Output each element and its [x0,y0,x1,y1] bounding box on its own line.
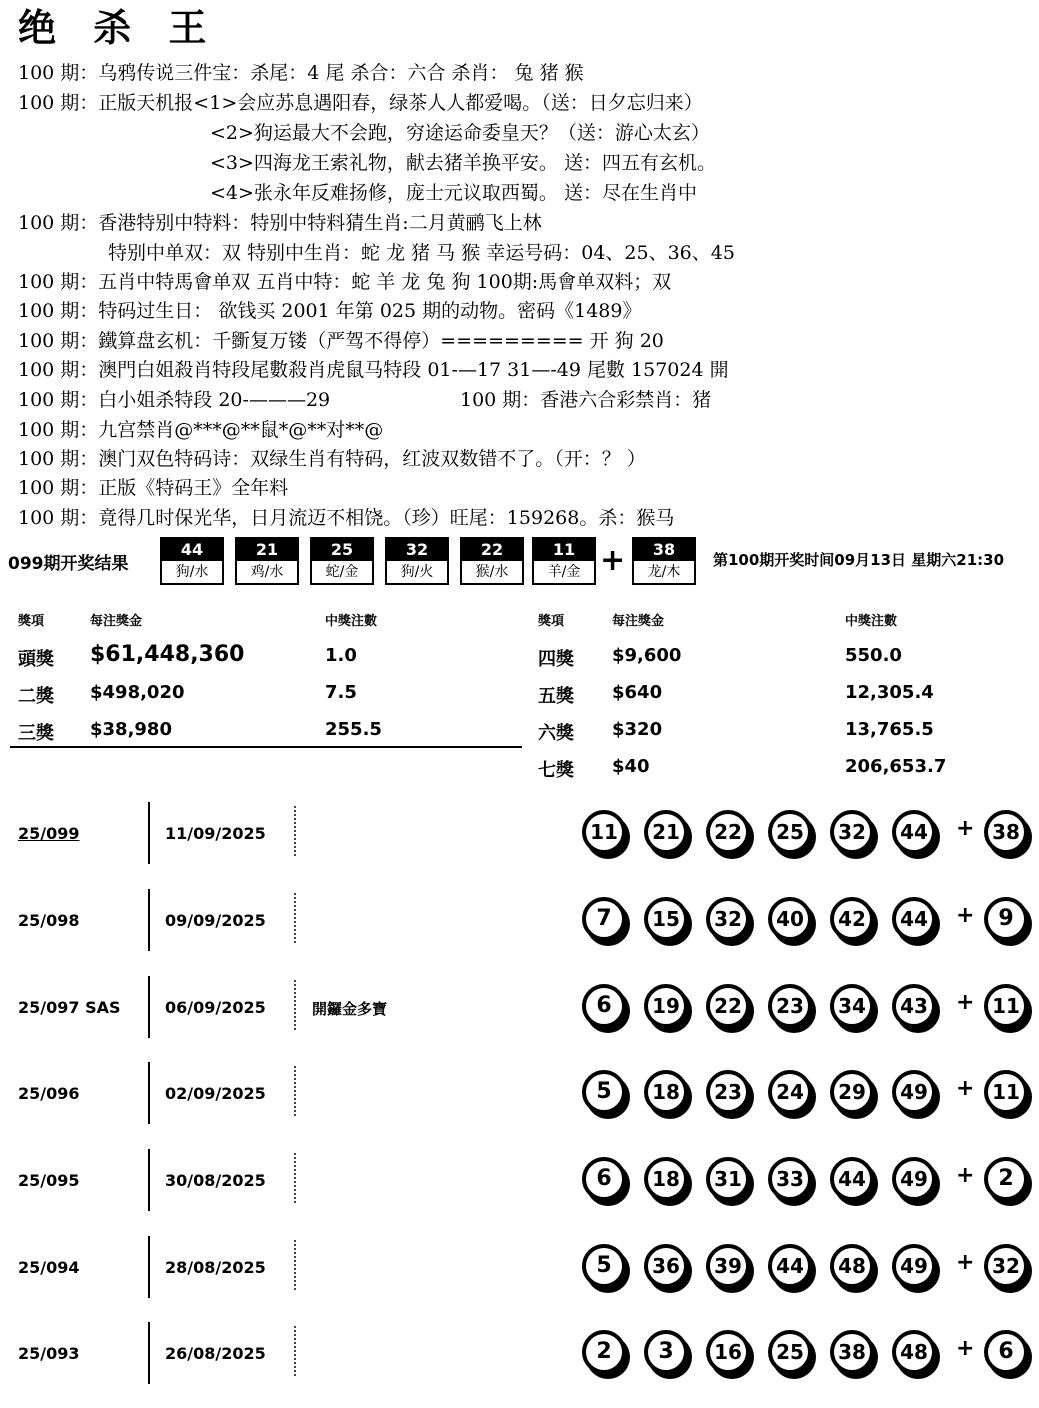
lottery-ball: 3 [644,1330,688,1374]
text-line: 特别中单双：双 特别中生肖：蛇 龙 猪 马 猴 幸运号码：04、25、36、45 [108,242,735,264]
history-issue[interactable]: 25/098 [18,911,80,930]
last-result-label: 099期开奖结果 [8,554,129,574]
lottery-ball: 22 [706,810,750,854]
history-issue[interactable]: 25/094 [18,1258,80,1277]
special-ball [632,537,696,585]
result-number: 32 [387,539,447,561]
history-date: 06/09/2025 [165,998,266,1017]
history-row [0,1322,1039,1408]
plus-sign: + [956,1250,975,1275]
page-title: 绝 杀 王 [18,5,219,50]
special-lottery-ball: 2 [984,1157,1028,1201]
special-lottery-ball: 11 [984,984,1028,1028]
lottery-ball: 7 [582,897,626,941]
prize-count: 206,653.7 [845,756,947,777]
history-balls [582,810,1037,864]
lottery-ball: 32 [706,897,750,941]
special-lottery-ball: 32 [984,1244,1028,1288]
result-number: 21 [237,539,297,561]
prize-amount: $61,448,360 [90,642,245,667]
next-draw-time: 第100期开奖时间09月13日 星期六21:30 [713,551,1005,569]
lottery-ball: 11 [582,810,626,854]
text-line: 100 期：乌鸦传说三件宝：杀尾：4 尾 杀合：六合 杀肖： 兔 猪 猴 [18,62,584,84]
prize-header-count: 中獎注數 [325,614,378,629]
lottery-ball: 16 [706,1330,750,1374]
lottery-ball: 48 [830,1244,874,1288]
special-lottery-ball: 11 [984,1070,1028,1114]
dotted-divider [294,1153,296,1203]
prize-name: 四獎 [538,649,574,670]
history-issue[interactable]: 25/095 [18,1171,80,1190]
history-date: 11/09/2025 [165,824,266,843]
lottery-ball: 25 [768,810,812,854]
prize-amount: $498,020 [90,682,185,703]
special-lottery-ball: 9 [984,897,1028,941]
result-number: 22 [462,539,522,561]
result-zodiac: 龙/木 [647,564,681,580]
result-zodiac: 狗/水 [175,564,209,580]
row-separator [148,1062,150,1124]
history-date: 09/09/2025 [165,911,266,930]
history-issue[interactable]: 25/099 [18,824,80,843]
dotted-divider [294,1240,296,1290]
result-ball [532,537,596,585]
history-row [0,976,1039,1062]
lottery-ball: 44 [892,897,936,941]
lottery-ball: 44 [768,1244,812,1288]
prize-header-count: 中獎注數 [845,614,898,629]
row-separator [148,976,150,1038]
prize-count: 12,305.4 [845,682,934,703]
history-row [0,802,1039,888]
prize-header-amount: 每注獎金 [90,614,143,629]
prize-amount: $640 [612,682,663,703]
lottery-ball: 23 [706,1070,750,1114]
prize-header-amount: 每注獎金 [612,614,665,629]
history-row [0,1236,1039,1322]
text-line: 100 期：特码过生日： 欲钱买 2001 年第 025 期的动物。密码《1489》 [18,300,642,322]
history-date: 28/08/2025 [165,1258,266,1277]
lottery-ball: 36 [644,1244,688,1288]
lottery-ball: 42 [830,897,874,941]
text-line: 100 期：正版天机报<1>会应苏息遇阳春，绿茶人人都爱喝。（送：日夕忘归来） [18,92,703,114]
history-balls [582,1070,1037,1124]
lottery-ball: 48 [892,1330,936,1374]
prize-name: 頭獎 [18,649,54,670]
dotted-divider [294,1326,296,1376]
result-number: 11 [534,539,594,561]
lottery-ball: 38 [830,1330,874,1374]
plus-sign: + [956,990,975,1015]
text-line: 100 期：澳門白姐殺肖特段尾數殺肖虎鼠马特段 01-—17 31—-49 尾數 157024 開 [18,359,729,381]
prize-count: 7.5 [325,682,357,703]
lottery-ball: 32 [830,810,874,854]
prize-amount: $9,600 [612,645,682,666]
lottery-ball: 44 [892,810,936,854]
prize-name: 二獎 [18,686,54,707]
lottery-ball: 43 [892,984,936,1028]
lottery-ball: 24 [768,1070,812,1114]
lottery-ball: 18 [644,1070,688,1114]
prize-amount: $320 [612,719,663,740]
lottery-ball: 40 [768,897,812,941]
lottery-ball: 29 [830,1070,874,1114]
result-zodiac: 猴/水 [475,564,509,580]
result-ball [385,537,449,585]
text-line: 100 期：九宫禁肖@***@**鼠*@**对**@ [18,419,384,441]
lottery-ball: 19 [644,984,688,1028]
lottery-ball: 18 [644,1157,688,1201]
lottery-ball: 6 [582,984,626,1028]
result-zodiac: 鸡/水 [250,564,284,580]
history-balls [582,1330,1037,1384]
result-ball [235,537,299,585]
lottery-ball: 34 [830,984,874,1028]
prize-amount: $40 [612,756,650,777]
prize-name: 六獎 [538,723,574,744]
history-issue[interactable]: 25/097 SAS [18,998,121,1017]
row-separator [148,1322,150,1384]
result-ball [460,537,524,585]
lottery-ball: 23 [768,984,812,1028]
text-line: 100 期：白小姐杀特段 20-———29 [18,389,331,411]
text-line: <2>狗运最大不会跑，穷途运命委皇天？（送：游心太玄） [210,122,710,144]
result-number: 44 [162,539,222,561]
history-date: 26/08/2025 [165,1344,266,1363]
last-result-bar [8,537,1038,587]
dotted-divider [294,893,296,943]
result-zodiac: 蛇/金 [325,564,359,580]
lottery-ball: 22 [706,984,750,1028]
prize-name: 五獎 [538,686,574,707]
row-separator [148,802,150,864]
prize-name: 七獎 [538,760,574,781]
prize-name: 三獎 [18,723,54,744]
result-ball [160,537,224,585]
lottery-ball: 5 [582,1244,626,1288]
text-line: 100 期：香港特别中特料：特别中特料猜生肖:二月黄鹂飞上林 [18,212,542,234]
lottery-ball: 33 [768,1157,812,1201]
lottery-ball: 5 [582,1070,626,1114]
text-line: 100 期：五肖中特馬會单双 五肖中特：蛇 羊 龙 兔 狗 100期:馬會单双料；双 [18,271,672,293]
history-row [0,889,1039,975]
result-number: 38 [634,539,694,561]
text-line: <3>四海龙王索礼物，献去猪羊换平安。 送：四五有玄机。 [210,152,716,174]
history-note: 開鑼金多寶 [312,1000,388,1018]
special-lottery-ball: 6 [984,1330,1028,1374]
lottery-ball: 49 [892,1244,936,1288]
history-issue[interactable]: 25/096 [18,1084,80,1103]
lottery-ball: 49 [892,1157,936,1201]
prize-count: 255.5 [325,719,382,740]
history-row [0,1149,1039,1235]
plus-sign: + [956,1163,975,1188]
text-line: <4>张永年反难扬修，庞士元议取西蜀。 送：尽在生肖中 [210,182,697,204]
row-separator [148,1236,150,1298]
plus-sign: + [600,543,626,578]
lottery-ball: 31 [706,1157,750,1201]
lottery-ball: 44 [830,1157,874,1201]
text-line: 100 期：澳门双色特码诗：双绿生肖有特码，红波双数错不了。（开：？ ） [18,448,646,470]
text-line: 100 期：鐵算盘玄机：千斵复万镂（严驾不得停）========= 开 狗 20 [18,330,664,352]
history-balls [582,1157,1037,1211]
special-lottery-ball: 38 [984,810,1028,854]
result-zodiac: 羊/金 [547,564,581,580]
plus-sign: + [956,1076,975,1101]
prize-count: 1.0 [325,645,357,666]
text-line: 100 期：竟得几时保光华，日月流迈不相饶。（珍）旺尾：159268。杀：猴马 [18,507,675,529]
history-date: 02/09/2025 [165,1084,266,1103]
dotted-divider [294,980,296,1030]
dotted-divider [294,1066,296,1116]
lottery-ball: 25 [768,1330,812,1374]
lottery-ball: 21 [644,810,688,854]
plus-sign: + [956,1336,975,1361]
plus-sign: + [956,903,975,928]
history-date: 30/08/2025 [165,1171,266,1190]
plus-sign: + [956,816,975,841]
prize-amount: $38,980 [90,719,172,740]
prize-divider [10,746,522,748]
lottery-ball: 2 [582,1330,626,1374]
result-ball [310,537,374,585]
history-balls [582,1244,1037,1298]
text-line: 100 期：香港六合彩禁肖：猪 [460,389,712,411]
lottery-ball: 15 [644,897,688,941]
prize-count: 13,765.5 [845,719,934,740]
row-separator [148,1149,150,1211]
lottery-ball: 39 [706,1244,750,1288]
prize-header-item: 獎項 [18,614,45,629]
history-balls [582,984,1037,1038]
lottery-ball: 6 [582,1157,626,1201]
lottery-ball: 49 [892,1070,936,1114]
result-zodiac: 狗/火 [400,564,434,580]
text-line: 100 期：正版《特码王》全年料 [18,477,289,499]
history-balls [582,897,1037,951]
row-separator [148,889,150,951]
result-number: 25 [312,539,372,561]
history-row [0,1062,1039,1148]
dotted-divider [294,806,296,856]
prize-count: 550.0 [845,645,902,666]
prize-header-item: 獎項 [538,614,565,629]
history-issue[interactable]: 25/093 [18,1344,80,1363]
